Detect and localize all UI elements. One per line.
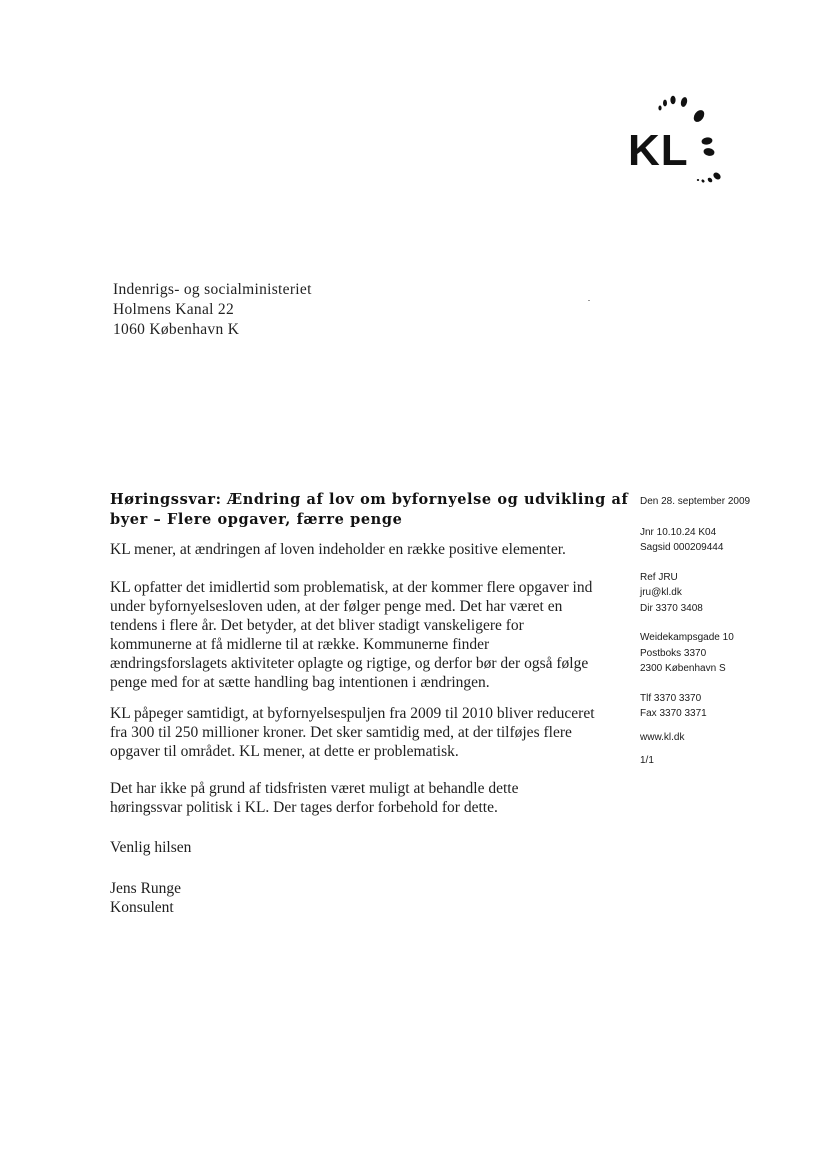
street-address: Weidekampsgade 10 [640,632,734,643]
email: jru@kl.dk [640,587,682,598]
sender-info-sidebar [640,494,820,769]
reference: Ref JRU [640,571,678,583]
case-id: Sagsid 000209444 [640,542,724,553]
scan-speck [588,300,590,301]
paragraph-line: under byfornyelsesloven uden, at der følger penge med. Det har været en [110,598,563,615]
paragraph-line: tendens i flere år. Det betyder, at det bliver stadigt vanskeligere for [110,617,524,634]
paragraph-line: kommunerne at få midlerne til at række. Kommunerne finder [110,636,490,653]
subject-line: Høringssvar: Ændring af lov om byfornyelse og udvikling af [110,491,629,508]
paragraph-3 [110,779,610,817]
recipient-address [113,280,312,340]
paragraph-line: høringssvar politisk i KL. Der tages derfor forbehold for dette. [110,799,498,816]
paragraph-line: fra 300 til 250 millioner kroner. Det sker samtidig med, at der tilføjes flere [110,724,572,741]
journal-number: Jnr 10.10.24 K04 [640,526,717,538]
website: www.kl.dk [640,731,685,743]
paragraph-line: KL påpeger samtidigt, at byfornyelsespuljen fra 2009 til 2010 bliver reduceret [110,705,595,722]
paragraph-2 [110,704,610,761]
letter-subject [110,490,629,530]
paragraph-line: penge med for at sætte handling bag intentionen i ændringen. [110,674,490,691]
closing [110,838,610,857]
paragraph-line: KL mener, at ændringen af loven indeholder en række positive elementer. [110,541,566,558]
paragraph-line: ændringsforslagets aktiviteter oplagte og rigtige, og derfor bør der også følge [110,655,589,672]
city: 2300 København S [640,663,726,674]
signature [110,879,610,917]
letter-date: Den 28. september 2009 [640,496,751,507]
direct-phone: Dir 3370 3408 [640,602,703,614]
paragraph-line: Det har ikke på grund af tidsfristen været muligt at behandle dette [110,780,519,797]
kl-logo [624,92,734,192]
kl-logo-text: KL [628,126,689,175]
intro-paragraph [110,540,610,559]
paragraph-line: opgaver til området. KL mener, at dette er problematisk. [110,743,459,760]
paragraph-1 [110,578,610,692]
subject-line: byer – Flere opgaver, færre penge [110,511,403,528]
recipient-line: 1060 København K [113,321,240,338]
page-number: 1/1 [640,755,654,766]
recipient-line: Holmens Kanal 22 [113,301,235,318]
recipient-line: Indenrigs- og socialministeriet [113,281,312,298]
signature-name: Jens Runge [110,880,182,897]
postbox: Postboks 3370 [640,647,707,659]
paragraph-line: KL opfatter det imidlertid som problematisk, at der kommer flere opgaver ind [110,579,593,596]
signature-title: Konsulent [110,899,174,916]
phone: Tlf 3370 3370 [640,692,702,704]
fax: Fax 3370 3371 [640,708,707,719]
closing-text: Venlig hilsen [110,839,192,856]
